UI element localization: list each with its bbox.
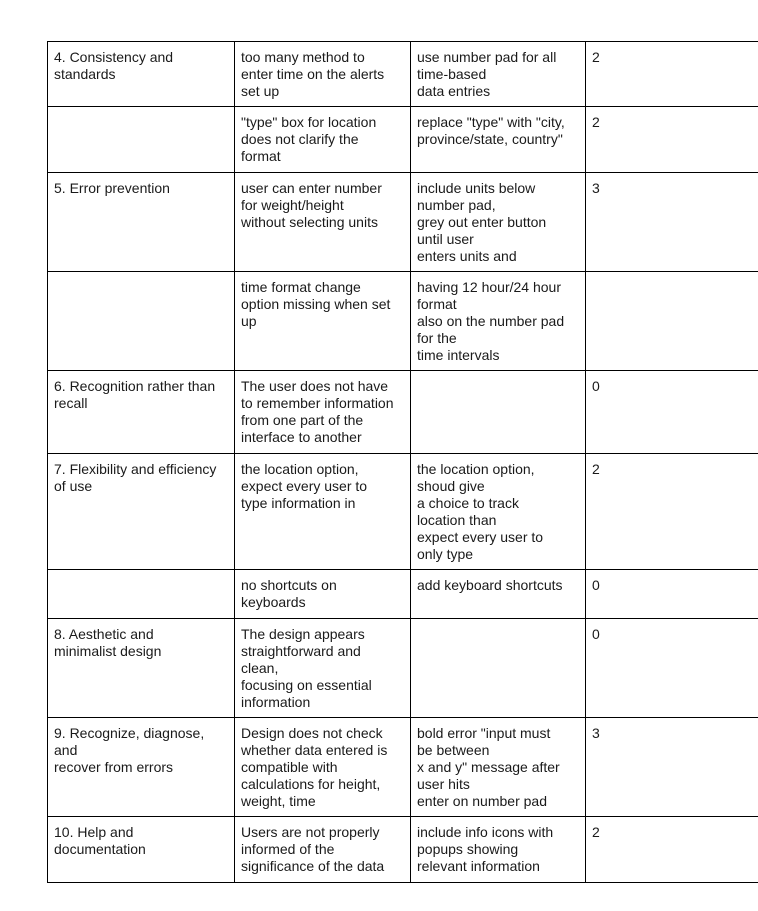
solution-cell: use number pad for all time-based data entries <box>411 42 586 107</box>
problem-cell: time format change option missing when set up <box>235 272 411 371</box>
problem-cell: user can enter number for weight/height without selecting units <box>235 173 411 272</box>
solution-cell: having 12 hour/24 hour format also on the number pad for the time intervals <box>411 272 586 371</box>
solution-cell: the location option, shoud give a choice to track location than expect every user to only type <box>411 454 586 570</box>
table-row <box>48 619 758 718</box>
severity-cell: 0 <box>586 371 758 454</box>
heuristic-cell <box>48 107 235 173</box>
table-row <box>48 570 758 619</box>
heuristic-cell: 8. Aesthetic and minimalist design <box>48 619 235 718</box>
heuristic-cell <box>48 272 235 371</box>
problem-cell: too many method to enter time on the alerts set up <box>235 42 411 107</box>
table-row <box>48 107 758 173</box>
problem-cell: the location option, expect every user to type information in <box>235 454 411 570</box>
heuristic-evaluation-table <box>47 41 758 883</box>
severity-cell: 3 <box>586 718 758 817</box>
problem-cell: no shortcuts on keyboards <box>235 570 411 619</box>
solution-cell: replace "type" with "city, province/state, country" <box>411 107 586 173</box>
problem-cell: "type" box for location does not clarify the format <box>235 107 411 173</box>
problem-cell: The design appears straightforward and clean, focusing on essential information <box>235 619 411 718</box>
heuristic-cell: 5. Error prevention <box>48 173 235 272</box>
solution-cell: include units below number pad, grey out enter button until user enters units and <box>411 173 586 272</box>
problem-cell: The user does not have to remember information from one part of the interface to another <box>235 371 411 454</box>
solution-cell <box>411 619 586 718</box>
severity-cell: 3 <box>586 173 758 272</box>
severity-cell: 2 <box>586 107 758 173</box>
heuristic-cell: 9. Recognize, diagnose, and recover from errors <box>48 718 235 817</box>
severity-cell: 0 <box>586 619 758 718</box>
table-row <box>48 42 758 107</box>
table-row <box>48 718 758 817</box>
severity-cell: 2 <box>586 454 758 570</box>
severity-cell <box>586 272 758 371</box>
severity-cell: 2 <box>586 42 758 107</box>
problem-cell: Design does not check whether data entered is compatible with calculations for height, weight, time <box>235 718 411 817</box>
solution-cell <box>411 371 586 454</box>
heuristic-cell: 6. Recognition rather than recall <box>48 371 235 454</box>
heuristic-cell <box>48 570 235 619</box>
problem-cell: Users are not properly informed of the significance of the data <box>235 817 411 883</box>
table-row <box>48 272 758 371</box>
table-row <box>48 173 758 272</box>
severity-cell: 2 <box>586 817 758 883</box>
heuristic-cell: 4. Consistency and standards <box>48 42 235 107</box>
solution-cell: bold error "input must be between x and y" message after user hits enter on number pad <box>411 718 586 817</box>
solution-cell: add keyboard shortcuts <box>411 570 586 619</box>
table-row <box>48 817 758 883</box>
heuristic-cell: 10. Help and documentation <box>48 817 235 883</box>
solution-cell: include info icons with popups showing relevant information <box>411 817 586 883</box>
severity-cell: 0 <box>586 570 758 619</box>
heuristic-cell: 7. Flexibility and efficiency of use <box>48 454 235 570</box>
table-row <box>48 454 758 570</box>
table-row <box>48 371 758 454</box>
